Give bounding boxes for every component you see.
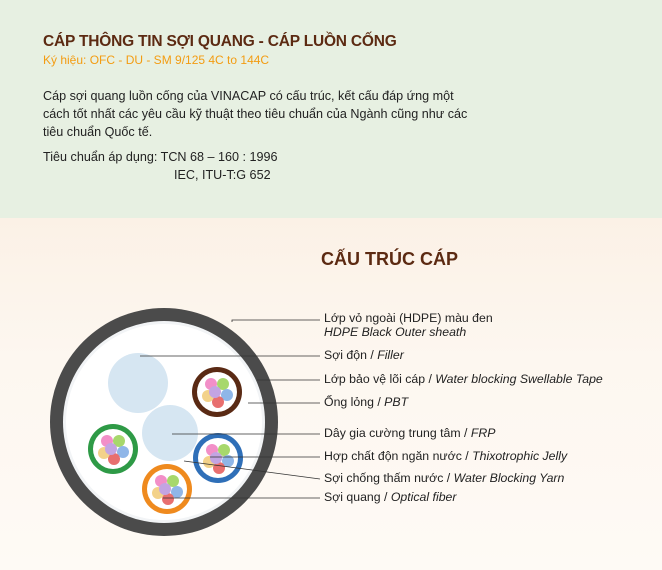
- label-central-member: Dây gia cường trung tâm / FRP: [324, 426, 496, 440]
- label-swellable-tape: Lớp bảo vệ lõi cáp / Water blocking Swellable Tape: [324, 372, 603, 386]
- label-blocking-yarn: Sợi chống thấm nước / Water Blocking Yarn: [324, 471, 565, 485]
- label-jelly: Hợp chất độn ngăn nước / Thixotrophic Jelly: [324, 449, 568, 463]
- optical-fiber: [105, 443, 117, 455]
- central-member: [142, 405, 198, 461]
- optical-fiber: [209, 386, 221, 398]
- optical-fiber: [159, 483, 171, 495]
- label-optical-fiber: Sợi quang / Optical fiber: [324, 490, 457, 504]
- label-outer-sheath: Lớp vỏ ngoài (HDPE) màu đen HDPE Black Outer sheath: [324, 311, 493, 339]
- standards-line-1: Tiêu chuẩn áp dụng: TCN 68 – 160 : 1996: [43, 150, 278, 164]
- leader-outer-sheath: [232, 320, 320, 322]
- filler: [108, 353, 168, 413]
- label-loose-tube: Ống lỏng / PBT: [324, 395, 409, 409]
- page-title: CÁP THÔNG TIN SỢI QUANG - CÁP LUỒN CỐNG: [43, 33, 397, 50]
- section-title: CẤU TRÚC CÁP: [321, 249, 458, 269]
- label-filler: Sợi độn / Filler: [324, 348, 404, 362]
- product-code: Ký hiệu: OFC - DU - SM 9/125 4C to 144C: [43, 53, 270, 67]
- standards-line-2: IEC, ITU-T:G 652: [174, 168, 271, 182]
- optical-fiber: [210, 452, 222, 464]
- description-text: Cáp sợi quang luồn cống của VINACAP có cấu trúc, kết cấu đáp ứng một cách tốt nhất các yêu cầu kỹ thuật theo tiêu chuẩn của Ngành cũng như các tiêu chuẩn Quốc tế.: [43, 89, 468, 139]
